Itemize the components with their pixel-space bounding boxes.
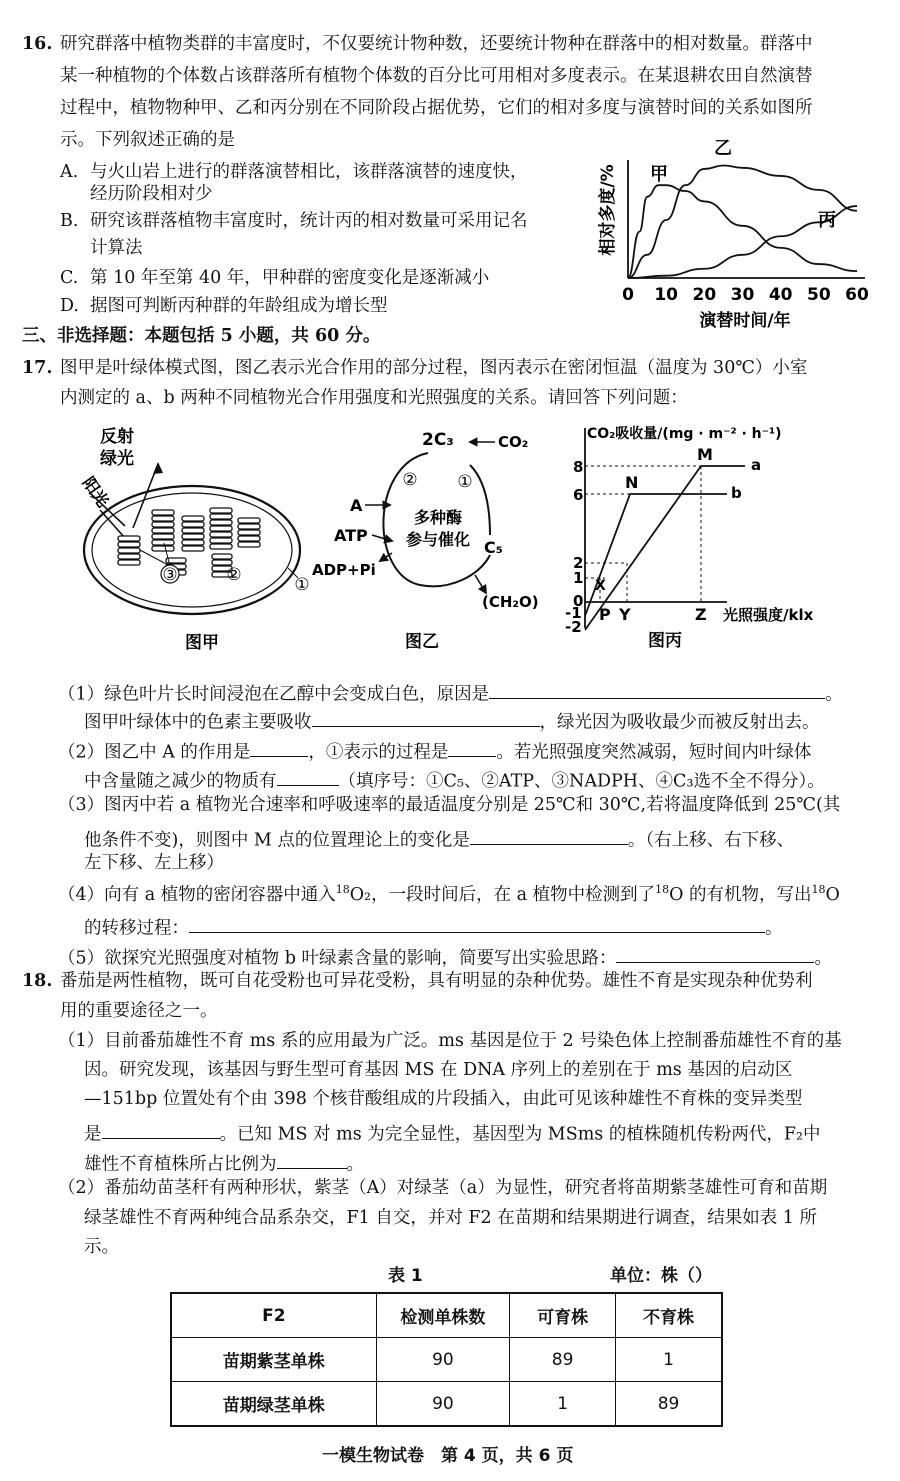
- table-header-sterile: 不育株: [616, 1293, 722, 1338]
- fig-bing-ytick-2: 2: [573, 554, 584, 572]
- fig-yi-co2: CO₂: [498, 433, 529, 451]
- table-cell: 89: [510, 1338, 616, 1382]
- fig-jia-reflect-label-1: 反射: [100, 427, 134, 447]
- fig-yi-a: A: [350, 496, 363, 515]
- q17-sub3-line-1: （3）图丙中若 a 植物光合速率和呼吸速率的最适温度分别是 25℃和 30℃,若将温度降低到 25℃(其: [58, 795, 841, 815]
- fig-yi-caption: 图乙: [405, 632, 439, 652]
- q18-stem-line-1: 番茄是两性植物，既可自花受粉也可异花受粉，具有明显的杂种优势。雄性不育是实现杂种优势利: [60, 971, 813, 991]
- table-cell: 89: [616, 1382, 722, 1427]
- q17-sub4-line-2: 的转移过程： 。: [84, 914, 783, 938]
- fig-jia-reflect-arrowhead: [153, 462, 163, 474]
- q16-chart-xtick-50: 50: [806, 285, 831, 305]
- q18-sub2-line-1: （2）番茄幼苗茎秆有两种形状，紫茎（A）对绿茎（a）为显性，研究者将苗期紫茎雄性可育和苗期: [58, 1178, 828, 1198]
- fig-yi-num-2: ②: [402, 470, 418, 490]
- fig-bing-ytick-minus-2: -2: [565, 618, 582, 636]
- fig-yi-enzyme-2: 参与催化: [405, 530, 471, 549]
- q18-sub1-line-2: 因。研究发现，该基因与野生型可育基因 MS 在 DNA 序列上的差别在于 ms 基因的启动区: [84, 1060, 793, 1080]
- fig-bing-ytick-0: 0: [573, 592, 584, 610]
- fig-yi-ch2o-arrow: [475, 575, 486, 593]
- q17-sub2-line-2: 中含量随之减少的物质有 （填序号：①C₅、②ATP、③NADPH、④C₃选不全不得分）。: [84, 767, 825, 791]
- fig-jia-pointer-3a: [140, 550, 170, 566]
- q17-sub3-line-3: 左下移、左上移）: [84, 853, 224, 873]
- fig-bing-caption: 图丙: [648, 631, 682, 651]
- q17-sub3-answer-blank[interactable]: [470, 826, 628, 845]
- fig-bing-line-a: a: [751, 456, 762, 474]
- q17-sub3-line-2: 他条件不变)，则图中 M 点的位置理论上的变化是 。（右上移、右下移、: [84, 826, 794, 850]
- q18-sub2-line-2: 绿茎雄性不育两种纯合品系杂交，F1 自交，并对 F2 在苗期和结果期进行调查，结果如表 1 所: [84, 1208, 817, 1228]
- q16-chart-xlabel: 演替时间/年: [699, 311, 791, 331]
- q17-sub5-line-1: （5）欲探究光照强度对植物 b 叶绿素含量的影响，简要写出实验思路： 。: [58, 944, 832, 968]
- table-1-title: 表 1: [388, 1266, 423, 1286]
- table-row: [171, 1338, 722, 1382]
- q16-chart-xtick-30: 30: [730, 285, 755, 305]
- section-three-heading: 三、非选择题：本题包括 5 小题，共 60 分。: [22, 326, 381, 346]
- q16-option-b-line-1: 研究该群落植物丰富度时，统计丙的相对数量可采用记名: [90, 211, 528, 231]
- fig-bing-ytick-8: 8: [573, 458, 584, 476]
- q16-chart-series-1-line: [628, 185, 857, 278]
- table-cell: 苗期绿茎单株: [171, 1382, 376, 1427]
- fig-bing-ytick-minus-1: -1: [565, 604, 582, 622]
- q16-option-d-line-1: 据图可判断丙种群的年龄组成为增长型: [90, 296, 388, 316]
- fig-yi-c5: C₅: [484, 538, 503, 557]
- q16-option-c-line-1: 第 10 年至第 40 年，甲种群的密度变化是逐渐减小: [90, 268, 490, 288]
- fig-jia-num-1: ①: [294, 575, 310, 595]
- fig-jia-sunlight-label: 阳光: [78, 473, 113, 511]
- q17-sub2-line-1: （2）图乙中 A 的作用是 ，①表示的过程是 。若光照强度突然减弱，短时间内叶绿体: [58, 738, 811, 762]
- table-cell: 1: [510, 1382, 616, 1427]
- q18-sub1-answer-blank-2[interactable]: [277, 1150, 347, 1169]
- q16-chart-ylabel: 相对多度/%: [598, 164, 618, 256]
- q16-number: 16.: [22, 34, 53, 54]
- fig-bing-ytick-1: 1: [573, 569, 584, 587]
- q16-option-c-label: C.: [60, 268, 79, 288]
- fig-yi-atp-arrow: [372, 535, 392, 541]
- q17-sub2-answer-blank-3[interactable]: [277, 767, 339, 786]
- q17-sub2-answer-blank-2[interactable]: [448, 738, 496, 757]
- q16-chart-xtick-10: 10: [654, 285, 679, 305]
- table-cell: 苗期紫茎单株: [171, 1338, 376, 1382]
- q16-option-d-label: D.: [60, 296, 79, 316]
- q17-sub4-answer-blank[interactable]: [189, 914, 765, 933]
- q18-sub2-line-3: 示。: [84, 1237, 119, 1257]
- q16-stem-line-4: 示。下列叙述正确的是: [60, 130, 235, 150]
- fig-jia-caption: 图甲: [185, 633, 219, 653]
- q16-chart-xtick-60: 60: [845, 285, 869, 305]
- q17-sub1-answer-blank-1[interactable]: [489, 680, 825, 699]
- q16-stem-line-1: 研究群落中植物类群的丰富度时，不仅要统计物种数，还要统计物种在群落中的相对数量。群落中: [60, 34, 813, 54]
- fig-yi-enzyme-1: 多种酶: [413, 508, 463, 527]
- fig-bing-point-x: X: [595, 578, 606, 594]
- q16-option-a-line-1: 与火山岩上进行的群落演替相比，该群落演替的速度快，: [90, 162, 528, 182]
- q16-chart-xtick-0: 0: [622, 285, 634, 305]
- fig-bing-point-m: M: [697, 445, 713, 464]
- fig-jia-reflect-label-2: 绿光: [100, 449, 134, 469]
- table-1: [170, 1292, 723, 1427]
- q18-sub1-answer-blank-1[interactable]: [102, 1120, 220, 1139]
- fig-yi-atp: ATP: [334, 526, 368, 545]
- page-footer: 一模生物试卷 第 4 页，共 6 页: [322, 1446, 574, 1466]
- fig-yi-adp: ADP+Pi: [312, 561, 376, 579]
- fig-bing-xlabel: 光照强度/klx: [723, 606, 814, 624]
- table-header-row: [171, 1293, 722, 1338]
- fig-bing-line-b: b: [731, 484, 742, 502]
- q17-number: 17.: [22, 358, 53, 378]
- q16-chart-series-1-label: 甲: [650, 164, 668, 185]
- q17-sub1-answer-blank-2[interactable]: [312, 708, 540, 727]
- table-header-fertile: 可育株: [510, 1293, 616, 1338]
- table-cell: 90: [376, 1382, 510, 1427]
- q16-chart-xtick-40: 40: [768, 285, 793, 305]
- fig-yi-num-1: ①: [457, 472, 473, 492]
- figure-jia-chloroplast: [70, 418, 320, 658]
- fig-jia-num-2: ②: [226, 565, 242, 585]
- fig-bing-point-p: P: [599, 605, 611, 624]
- q17-sub1-line-1: （1）绿色叶片长时间浸泡在乙醇中会变成白色，原因是 。: [58, 680, 843, 704]
- q16-chart-series-2-label: 乙: [714, 138, 732, 159]
- q16-chart-xtick-20: 20: [692, 285, 717, 305]
- q16-option-b-label: B.: [60, 211, 79, 231]
- q16-stem-line-2: 某一种植物的个体数占该群落所有植物个体数的百分比可用相对多度表示。在某退耕农田自然演替: [60, 66, 813, 86]
- figure-bing-light-curve: [555, 418, 885, 658]
- fig-jia-num-3: ③: [162, 565, 178, 585]
- table-row: [171, 1382, 722, 1427]
- fig-bing-point-n: N: [625, 473, 639, 492]
- q16-option-b-line-2: 计算法: [90, 238, 143, 258]
- q18-sub1-line-5: 雄性不育植株所占比例为 。: [84, 1150, 364, 1174]
- table-cell: 1: [616, 1338, 722, 1382]
- q17-sub1-line-2: 图甲叶绿体中的色素主要吸收 ，绿光因为吸收最少而被反射出去。: [84, 708, 820, 732]
- table-header-f2: F2: [171, 1293, 376, 1338]
- table-cell: 90: [376, 1338, 510, 1382]
- q18-sub1-line-1: （1）目前番茄雄性不育 ms 系的应用最为广泛。ms 基因是位于 2 号染色体上控制番茄雄性不育的基: [58, 1031, 842, 1051]
- q17-sub4-line-1: （4）向有 a 植物的密闭容器中通入$^{18}$O₂，一段时间后，在 a 植物中检测到了$^{18}$O 的有机物，写出$^{18}$O: [58, 883, 840, 905]
- q17-sub2-answer-blank-1[interactable]: [250, 738, 308, 757]
- q17-sub5-answer-blank[interactable]: [616, 944, 814, 963]
- q18-sub1-line-3: —151bp 位置处有个由 398 个核苷酸组成的片段插入，由此可见该种雄性不育株的变异类型: [84, 1089, 803, 1109]
- fig-yi-c3: 2C₃: [422, 430, 454, 450]
- q18-number: 18.: [22, 971, 53, 991]
- q16-succession-chart: [585, 130, 885, 335]
- fig-bing-ytick-6: 6: [573, 486, 584, 504]
- table-1-unit: 单位：株（）: [610, 1266, 712, 1286]
- q18-sub1-line-4: 是 。已知 MS 对 ms 为完全显性，基因型为 MSms 的植株随机传粉两代，F₂中: [84, 1120, 821, 1144]
- fig-yi-ch2o: (CH₂O): [482, 593, 539, 611]
- q18-stem-line-2: 用的重要途径之一。: [60, 1001, 218, 1021]
- fig-bing-ylabel: CO₂吸收量/(mg · m⁻² · h⁻¹): [587, 426, 782, 442]
- q16-stem-line-3: 过程中，植物物种甲、乙和丙分别在不同阶段占据优势，它们的相对多度与演替时间的关系如图所: [60, 98, 813, 118]
- q16-option-a-line-2: 经历阶段相对少: [90, 184, 213, 204]
- q17-stem-line-1: 图甲是叶绿体模式图，图乙表示光合作用的部分过程，图丙表示在密闭恒温（温度为 30℃）小室: [60, 358, 808, 378]
- figure-yi-calvin-cycle: [310, 425, 550, 655]
- q16-chart-series-3-label: 丙: [818, 210, 836, 231]
- table-header-count: 检测单株数: [376, 1293, 510, 1338]
- q16-option-a-label: A.: [60, 162, 79, 182]
- q17-stem-line-2: 内测定的 a、b 两种不同植物光合作用强度和光照强度的关系。请回答下列问题：: [60, 388, 688, 408]
- fig-bing-point-y: Y: [619, 605, 631, 624]
- fig-bing-point-z: Z: [695, 605, 707, 624]
